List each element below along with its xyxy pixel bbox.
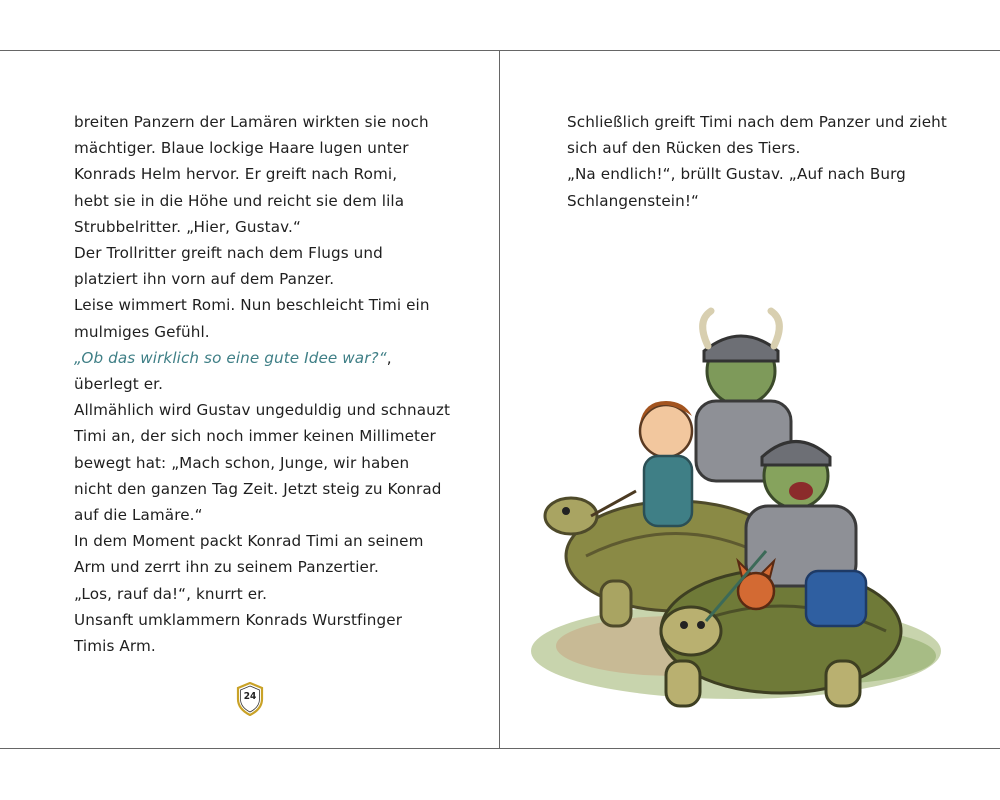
text-line: auf die Lamäre.“ — [74, 506, 203, 525]
trolls-riding-tortoise-illustration — [526, 251, 946, 711]
page-gutter — [499, 51, 500, 748]
text-line: sich auf den Rücken des Tiers. — [567, 139, 801, 158]
text-line: überlegt er. — [74, 375, 164, 394]
text-line: Strubbelritter. „Hier, Gustav.“ — [74, 217, 301, 236]
text-line: platziert ihn vorn auf dem Panzer. — [74, 270, 335, 289]
page-number: 24 — [243, 691, 257, 702]
text-line: Leise wimmert Romi. Nun beschleicht Timi ein — [74, 296, 430, 315]
text-line: mulmiges Gefühl. — [74, 322, 210, 341]
text-line: „Na endlich!“, brüllt Gustav. „Auf nach Burg — [567, 165, 906, 184]
page-number-badge — [236, 682, 264, 716]
text-line: Konrads Helm hervor. Er greift nach Romi, — [74, 165, 398, 184]
text-line: Unsanft umklammern Konrads Wurstfinger — [74, 610, 403, 629]
text-line: Schließlich greift Timi nach dem Panzer und zieht — [567, 113, 947, 131]
story-illustration — [526, 251, 946, 711]
text-line: „Los, rauf da!“, knurrt er. — [74, 584, 268, 603]
text-line: hebt sie in die Höhe und reicht sie dem lila — [74, 191, 405, 210]
thought-comma: , — [386, 348, 392, 367]
text-line: Timis Arm. — [74, 637, 156, 656]
text-line: bewegt hat: „Mach schon, Junge, wir haben — [74, 453, 410, 472]
text-line: Der Trollritter greift nach dem Flugs und — [74, 244, 383, 263]
right-page — [567, 109, 967, 214]
book-spread — [0, 50, 1000, 749]
text-line: Arm und zerrt ihn zu seinem Panzertier. — [74, 558, 379, 577]
text-line: nicht den ganzen Tag Zeit. Jetzt steig zu Konrad — [74, 479, 442, 498]
left-page — [74, 109, 474, 659]
text-line: breiten Panzern der Lamären wirkten sie noch — [74, 113, 429, 131]
text-line-thought — [74, 345, 474, 371]
text-line: Allmählich wird Gustav ungeduldig und schnauzt — [74, 401, 451, 420]
text-line: mächtiger. Blaue lockige Haare lugen unter — [74, 139, 409, 158]
text-line: In dem Moment packt Konrad Timi an seinem — [74, 532, 424, 551]
text-line: Schlangenstein!“ — [567, 191, 699, 210]
thought-text: „Ob das wirklich so eine gute Idee war?“ — [74, 348, 387, 367]
text-line: Timi an, der sich noch immer keinen Millimeter — [74, 427, 436, 446]
